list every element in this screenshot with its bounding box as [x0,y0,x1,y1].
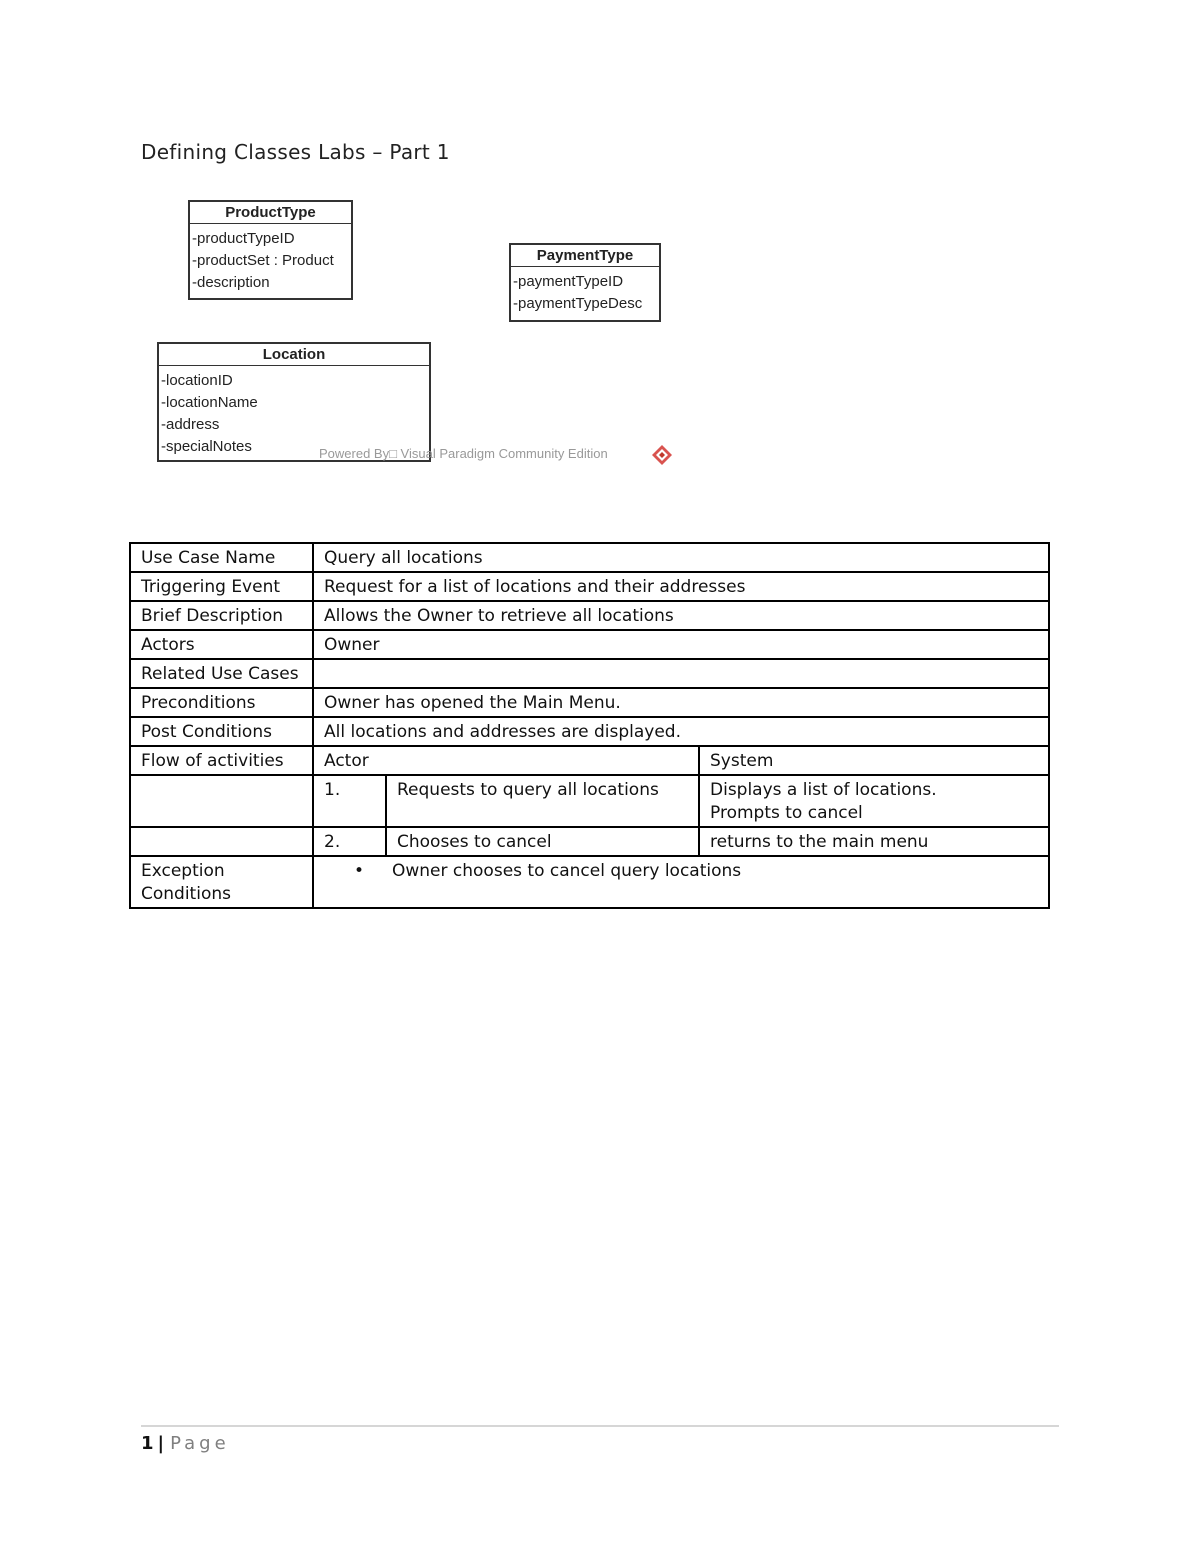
row-value: Request for a list of locations and their addresses [313,572,1049,601]
table-row [130,775,1049,827]
class-attribute: -address [161,416,220,433]
page-title: Defining Classes Labs – Part 1 [141,140,450,164]
exception-label-line: Conditions [141,884,231,904]
uml-class-location [157,342,431,462]
class-attribute: -productSet : Product [192,252,334,269]
class-name: PaymentType [511,245,659,267]
class-attribute: -productTypeID [192,230,295,247]
table-row [130,601,1049,630]
row-label: Use Case Name [130,543,313,572]
class-attribute: -specialNotes [161,438,252,455]
table-row [130,856,1049,908]
uml-class-producttype [188,200,353,300]
table-row [130,827,1049,856]
table-row [130,659,1049,688]
table-row [130,630,1049,659]
row-label: Actors [130,630,313,659]
class-attributes [511,267,659,317]
row-label: Brief Description [130,601,313,630]
class-attribute: -locationID [161,372,233,389]
use-case-table [129,542,1050,909]
table-row [130,572,1049,601]
row-value: Allows the Owner to retrieve all locations [313,601,1049,630]
row-label: Triggering Event [130,572,313,601]
step-system-line: Displays a list of locations. [710,780,937,800]
page-footer [141,1433,230,1454]
row-label: Flow of activities [130,746,313,775]
page-number: 1 [141,1433,154,1454]
visual-paradigm-logo-icon [651,444,673,470]
step-number: 1. [313,775,386,827]
class-attribute: -description [192,274,270,291]
table-row [130,543,1049,572]
row-label [130,827,313,856]
exception-label-line: Exception [141,861,225,881]
footer-separator: | [157,1433,165,1454]
step-system-line: returns to the main menu [710,832,929,852]
table-row [130,688,1049,717]
row-value: Query all locations [313,543,1049,572]
class-name: Location [159,344,429,366]
class-attributes [190,224,351,296]
row-value [313,659,1049,688]
table-row [130,717,1049,746]
page-word: Page [170,1433,230,1454]
flow-system-header: System [699,746,1049,775]
step-system [699,827,1049,856]
class-name: ProductType [190,202,351,224]
step-actor: Requests to query all locations [386,775,699,827]
table-row [130,746,1049,775]
row-label: Post Conditions [130,717,313,746]
class-attribute: -paymentTypeDesc [513,295,643,312]
step-actor: Chooses to cancel [386,827,699,856]
exception-text: Owner chooses to cancel query locations [392,861,742,881]
row-value: All locations and addresses are displayed. [313,717,1049,746]
step-system-line: Prompts to cancel [710,803,863,823]
step-number: 2. [313,827,386,856]
vp-watermark: Powered By□ Visual Paradigm Community Edition [319,446,608,461]
row-label [130,775,313,827]
flow-actor-header: Actor [313,746,699,775]
row-label: Preconditions [130,688,313,717]
row-label [130,856,313,908]
class-attribute: -locationName [161,394,258,411]
uml-class-paymenttype [509,243,661,322]
step-system [699,775,1049,827]
row-value: Owner has opened the Main Menu. [313,688,1049,717]
row-value [313,856,1049,908]
bullet-icon: • [354,861,365,881]
class-attribute: -paymentTypeID [513,273,624,290]
row-label: Related Use Cases [130,659,313,688]
footer-divider [141,1425,1059,1427]
exception-item [324,860,1038,883]
row-value: Owner [313,630,1049,659]
